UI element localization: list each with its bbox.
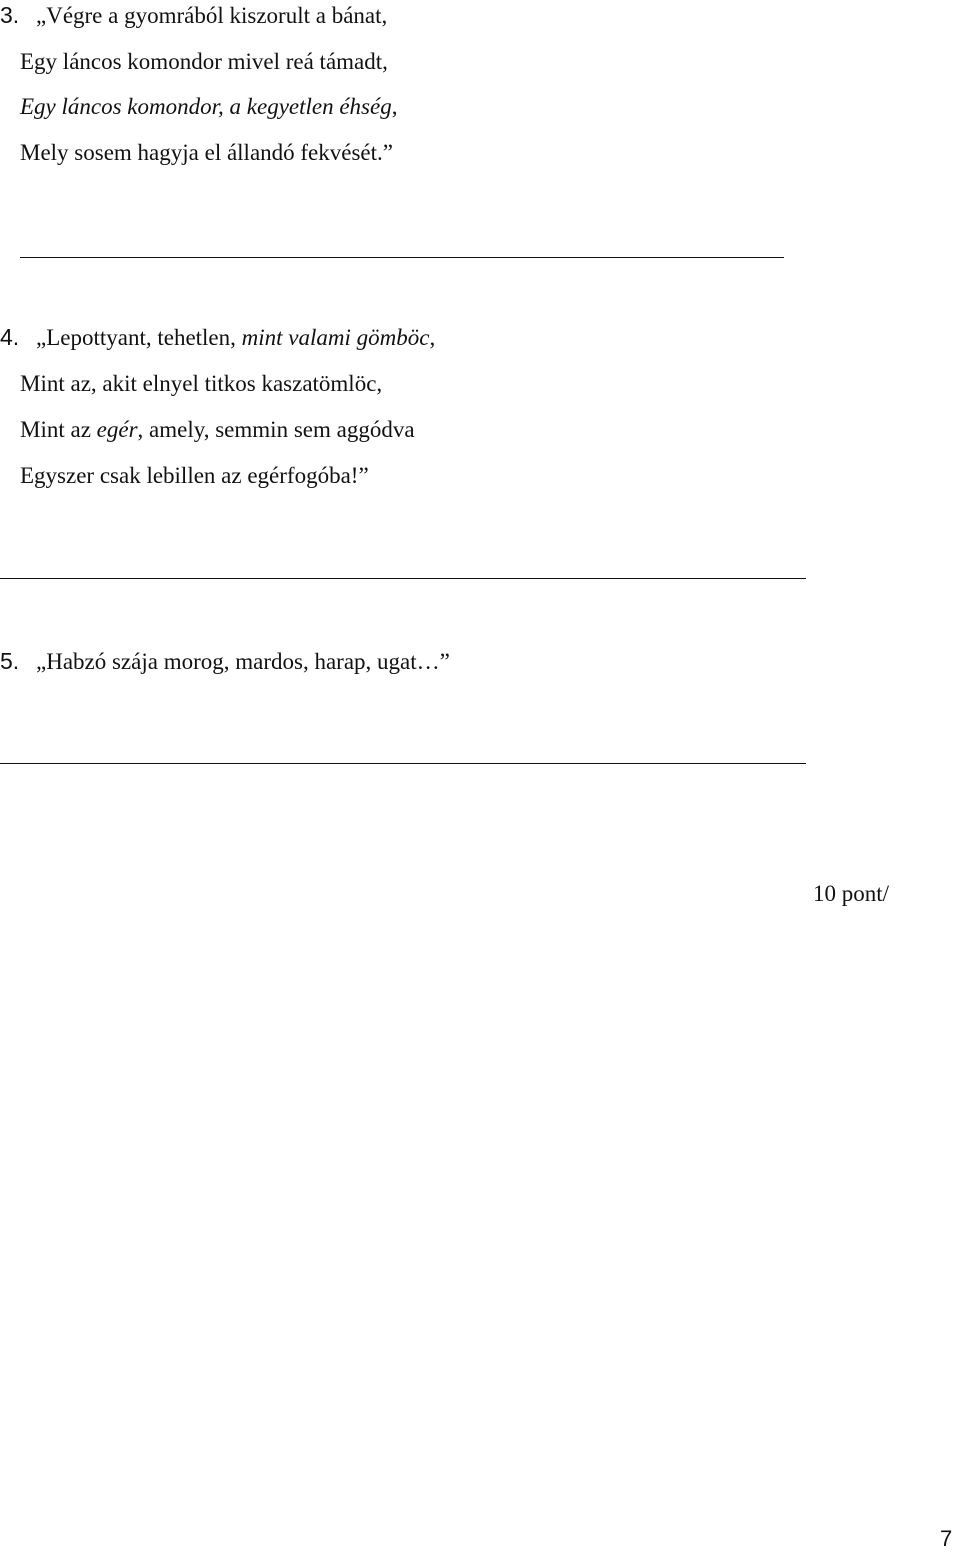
q4-line-2 [20, 372, 382, 395]
q5-number: 5. [0, 648, 20, 674]
q4-line-1-run-0: „Lepottyant, tehetlen, [36, 325, 242, 350]
q3-line-3 [20, 95, 397, 118]
q3-number: 3. [0, 2, 20, 28]
q3-line-4-run-0: Mely sosem hagyja el állandó fekvését.” [20, 140, 393, 165]
q3-line-3-run-1: , [391, 94, 398, 119]
q4-number: 4. [0, 324, 20, 350]
q5-line-1 [36, 650, 450, 673]
q3-line-4 [20, 141, 393, 164]
page-number: 7 [940, 1526, 953, 1551]
q4-line-1-run-2: , [429, 325, 436, 350]
score-label: 10 pont/ [813, 881, 890, 906]
q5-line-1-run-0: „Habzó szája morog, mardos, harap, ugat…” [36, 649, 450, 674]
q3-line-1 [36, 4, 387, 27]
q4-line-3 [20, 418, 415, 441]
q4-line-4 [20, 464, 369, 487]
q3-line-2 [20, 50, 388, 73]
q4-line-2-run-0: Mint az, akit elnyel titkos kaszatömlöc, [20, 371, 383, 396]
q5-answer-line[interactable] [0, 763, 806, 764]
q3-line-1-run-0: „Végre a gyomrából kiszorult a bánat, [36, 3, 388, 28]
q3-answer-line[interactable] [20, 257, 784, 258]
q4-line-3-run-0: Mint az [20, 417, 97, 442]
q3-line-3-run-0: Egy láncos komondor, a kegyetlen éhség [20, 94, 392, 119]
q4-line-3-run-1: egér [96, 417, 138, 442]
q3-line-2-run-0: Egy láncos komondor mivel reá támadt, [20, 49, 388, 74]
q4-line-1-run-1: mint valami gömböc [241, 325, 430, 350]
q4-line-1 [36, 326, 435, 349]
q4-line-4-run-0: Egyszer csak lebillen az egérfogóba!” [20, 463, 369, 488]
q4-answer-line[interactable] [0, 578, 806, 579]
q4-line-3-run-2: , amely, semmin sem aggódva [137, 417, 415, 442]
